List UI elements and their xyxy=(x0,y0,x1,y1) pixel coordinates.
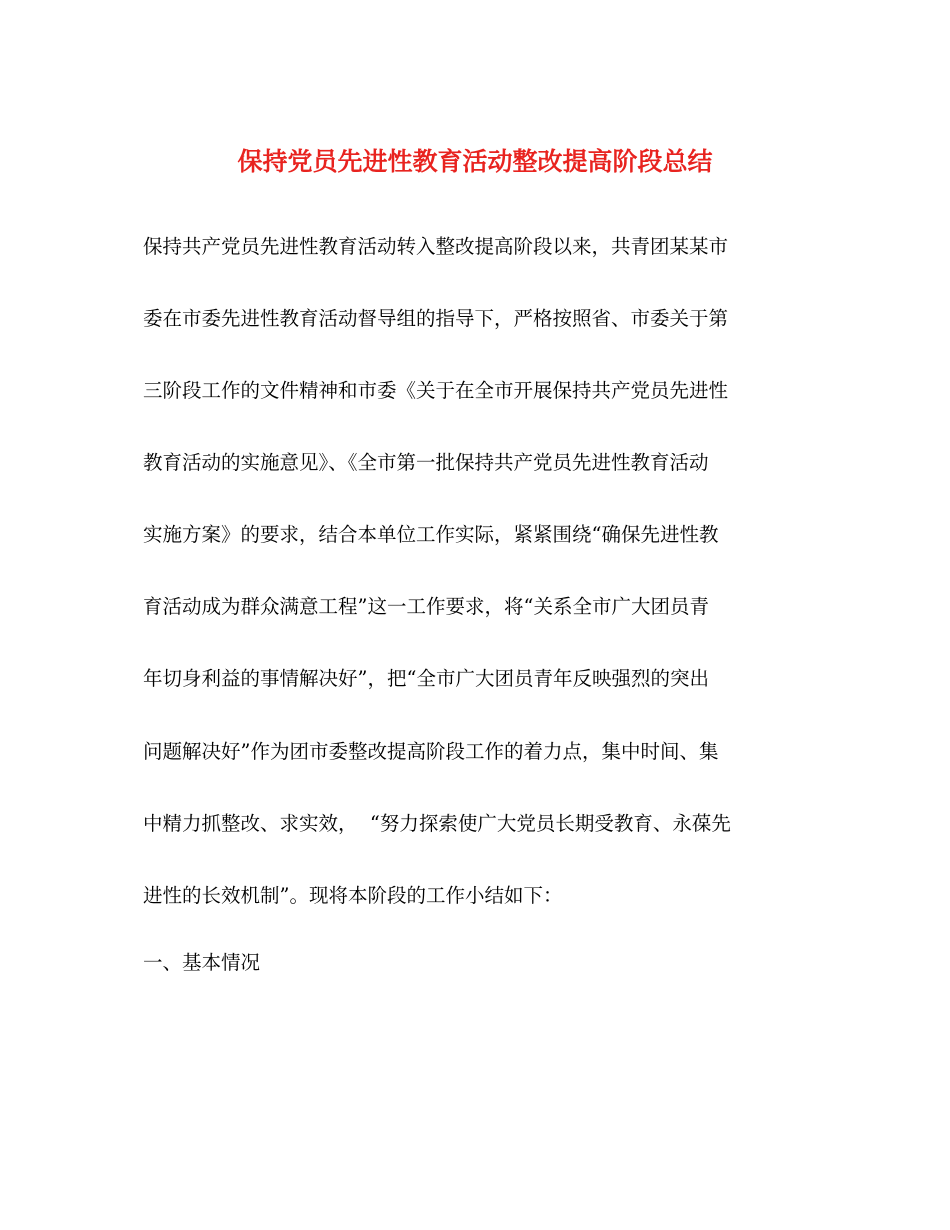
document-title: 保持党员先进性教育活动整改提高阶段总结 xyxy=(237,147,713,176)
paragraph-line: 育活动成为群众满意工程”这一工作要求，将“关系全市广大团员青 xyxy=(143,595,709,618)
paragraph-line: 教育活动的实施意见》、《全市第一批保持共产党员先进性教育活动 xyxy=(143,451,709,474)
section-heading: 一、基本情况 xyxy=(143,951,261,974)
paragraph-line: 保持共产党员先进性教育活动转入整改提高阶段以来，共青团某某市 xyxy=(143,235,729,258)
paragraph-line: 中精力抓整改、求实效， “努力探索使广大党员长期受教育、永葆先 xyxy=(143,812,731,835)
paragraph-line: 年切身利益的事情解决好”，把“全市广大团员青年反映强烈的突出 xyxy=(143,667,709,690)
paragraph-line: 实施方案》的要求，结合本单位工作实际，紧紧围绕“确保先进性教 xyxy=(143,523,719,546)
paragraph-line: 问题解决好”作为团市委整改提高阶段工作的着力点，集中时间、集 xyxy=(143,740,719,763)
paragraph-line: 三阶段工作的文件精神和市委《关于在全市开展保持共产党员先进性 xyxy=(143,379,729,402)
paragraph-line: 进性的长效机制”。现将本阶段的工作小结如下： xyxy=(143,884,563,907)
paragraph-line: 委在市委先进性教育活动督导组的指导下，严格按照省、市委关于第 xyxy=(143,307,729,330)
